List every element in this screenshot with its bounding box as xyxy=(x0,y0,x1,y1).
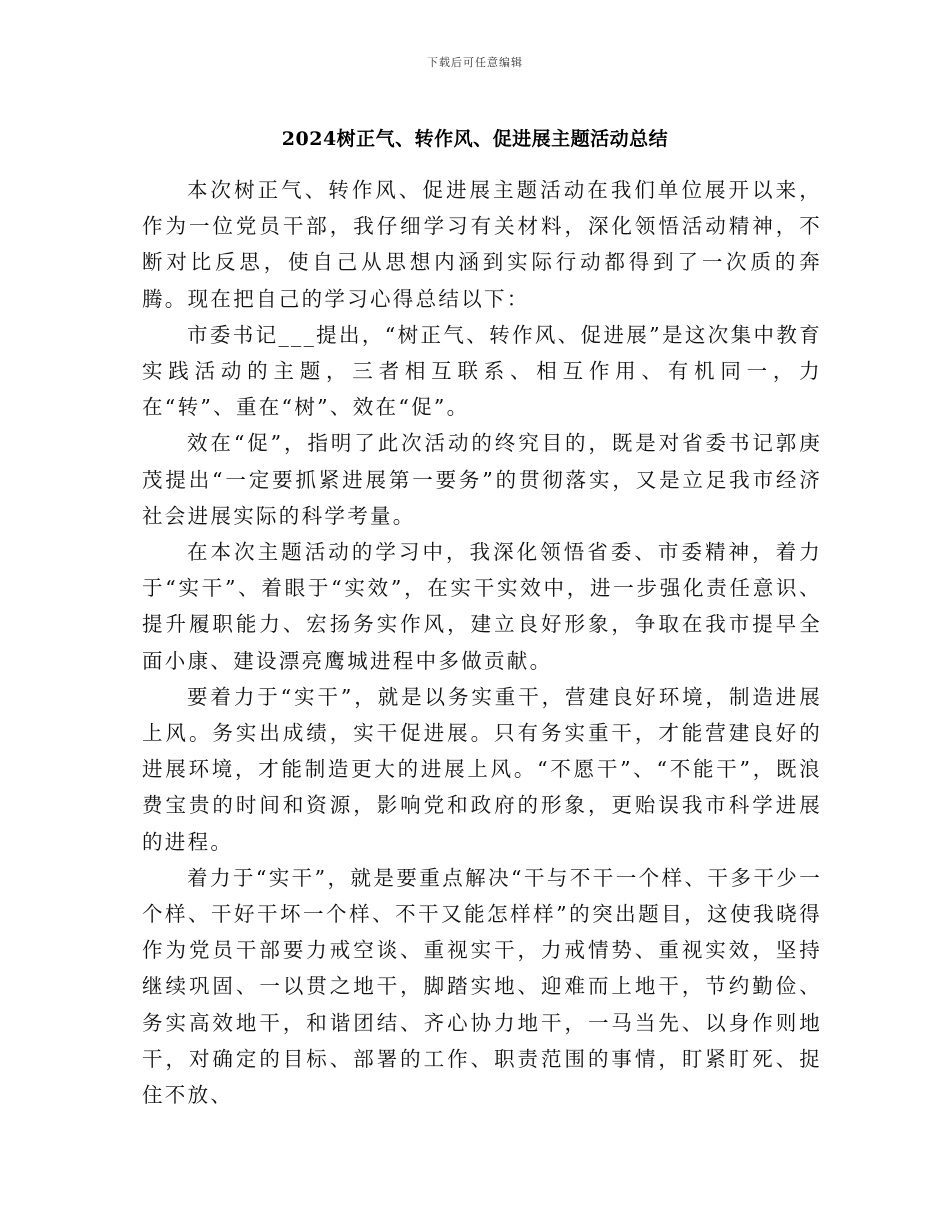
paragraph: 要着力于“实干”，就是以务实重干，营建良好环境，制造进展上风。务实出成绩，实干促进展。只有务实重干，才能营建良好的进展环境，才能制造更大的进展上风。“不愿干”、“不能干”，既浪费宝贵的时间和资源，影响党和政府的形象，更贻误我市科学进展的进程。 xyxy=(142,684,822,854)
document-body xyxy=(142,172,822,1113)
paragraph: 本次树正气、转作风、促进展主题活动在我们单位展开以来，作为一位党员干部，我仔细学习有关材料，深化领悟活动精神，不断对比反思，使自己从思想内涵到实际行动都得到了一次质的奔腾。现在把自己的学习心得总结以下： xyxy=(142,178,822,311)
paragraph: 着力于“实干”，就是要重点解决“干与不干一个样、干多干少一个样、干好干坏一个样、不干又能怎样样”的突出题目，这使我晓得作为党员干部要力戒空谈、重视实干，力戒情势、重视实效，坚持继续巩固、一以贯之地干，脚踏实地、迎难而上地干，节约勤俭、务实高效地干，和谐团结、齐心协力地干，一马当先、以身作则地干，对确定的目标、部署的工作、职责范围的事情，盯紧盯死、捉住不放、 xyxy=(142,865,822,1108)
paragraph: 在本次主题活动的学习中，我深化领悟省委、市委精神，着力于“实干”、着眼于“实效”，在实干实效中，进一步强化责任意识、提升履职能力、宏扬务实作风，建立良好形象，争取在我市提早全面小康、建设漂亮鹰城进程中多做贡献。 xyxy=(142,540,822,673)
document-title: 2024树正气、转作风、促进展主题活动总结 xyxy=(281,128,669,150)
paragraph: 市委书记___提出，“树正气、转作风、促进展”是这次集中教育实践活动的主题，三者相互联系、相互作用、有机同一，力在“转”、重在“树”、效在“促”。 xyxy=(142,322,822,420)
download-note: 下载后可任意编辑 xyxy=(427,56,523,69)
paragraph: 效在“促”，指明了此次活动的终究目的，既是对省委书记郭庚茂提出“一定要抓紧进展第一要务”的贯彻落实，又是立足我市经济社会进展实际的科学考量。 xyxy=(142,431,822,528)
